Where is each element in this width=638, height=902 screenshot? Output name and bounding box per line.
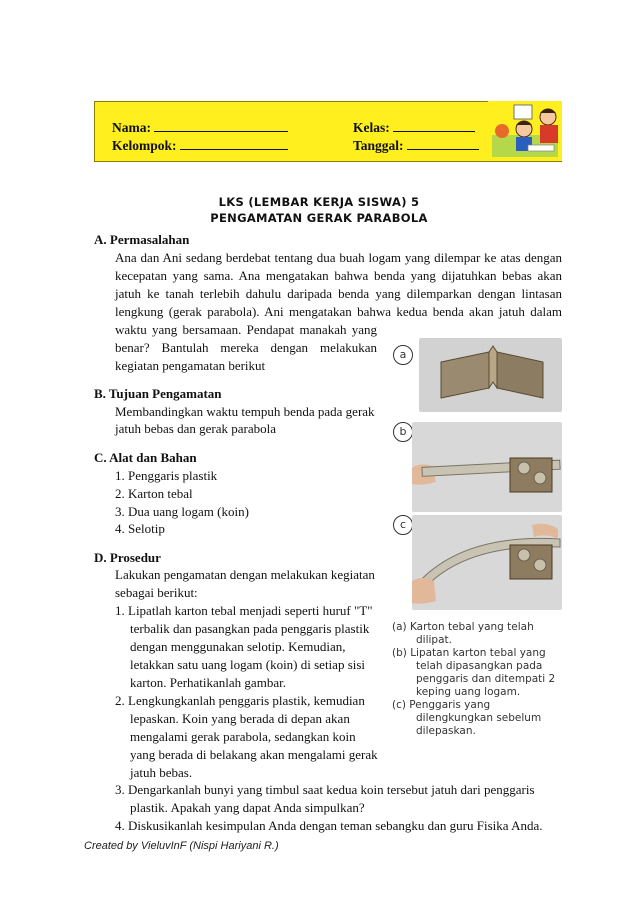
procedure-step-1: terbalik dan pasangkan pada penggaris plastik	[130, 621, 370, 636]
materials-item: 2. Karton tebal	[115, 486, 193, 501]
section-a-line: kegiatan pengamatan berikut	[115, 358, 266, 373]
section-d-heading: D. Prosedur	[94, 550, 161, 565]
kelompok-field	[112, 138, 288, 154]
tanggal-label: Tanggal:	[353, 138, 404, 153]
figure-caption: dilengkungkan sebelum	[416, 712, 542, 724]
kelas-field	[353, 120, 475, 136]
procedure-step-3: plastik. Apakah yang dapat Anda simpulkan?	[130, 800, 365, 815]
figure-caption: (a) Karton tebal yang telah	[392, 621, 534, 633]
figure-label-c: c	[393, 515, 413, 535]
materials-item: 1. Penggaris plastik	[115, 468, 218, 483]
worksheet-title: LKS (LEMBAR KERJA SISWA) 5	[218, 195, 420, 209]
procedure-step-2: yang berada di belakang akan mengalami gerak	[130, 747, 378, 762]
section-a-line: kecepatan yang sama. Ana mengatakan bahwa benda yang dijatuhkan bebas akan	[115, 268, 562, 283]
procedure-step-1: 1. Lipatlah karton tebal menjadi seperti huruf "T"	[115, 603, 373, 618]
kelompok-label: Kelompok:	[112, 138, 177, 153]
procedure-step-1: letakkan satu uang logam (koin) di setiap sisi	[130, 657, 366, 672]
procedure-step-2: mengalami gerak parabola, sedangkan koin	[130, 729, 356, 744]
section-a-line: benar? Bantulah mereka dengan melakukan	[115, 340, 377, 355]
section-a-line: waktu yang bersamaan. Pendapat manakah yang	[115, 322, 377, 337]
figure-ruler-with-coins	[412, 422, 562, 512]
section-b-line: jatuh bebas dan gerak parabola	[115, 421, 276, 436]
figure-bent-ruler	[412, 515, 562, 610]
materials-item: 4. Selotip	[115, 521, 165, 536]
procedure-step-4: 4. Diskusikanlah kesimpulan Anda dengan teman sebangku dan guru Fisika Anda.	[115, 818, 543, 833]
procedure-step-1: dengan menggunakan selotip. Kemudian,	[130, 639, 346, 654]
figure-caption: dilepaskan.	[416, 725, 476, 737]
figure-label-a: a	[393, 345, 413, 365]
section-b-heading: B. Tujuan Pengamatan	[94, 386, 222, 401]
figure-folded-cardboard	[419, 338, 562, 412]
section-c-heading: C. Alat dan Bahan	[94, 450, 197, 465]
kelas-label: Kelas:	[353, 120, 390, 135]
footer-credit: Created by VieluvInF (Nispi Hariyani R.)	[84, 840, 279, 852]
figure-caption: dilipat.	[416, 634, 452, 646]
nama-field	[112, 120, 288, 136]
section-a-line: Ana dan Ani sedang berdebat tentang dua buah logam yang dilempar ke atas dengan	[115, 250, 562, 265]
nama-label: Nama:	[112, 120, 151, 135]
nama-line[interactable]	[154, 120, 288, 132]
figure-caption: telah dipasangkan pada	[416, 660, 543, 672]
figure-label-b: b	[393, 422, 413, 442]
section-a-line: jatuh ke tanah terlebih dahulu daripada benda yang dilemparkan dengan lintasan	[115, 286, 562, 301]
materials-item: 3. Dua uang logam (koin)	[115, 504, 249, 519]
procedure-step-2: lepaskan. Koin yang berada di depan akan	[130, 711, 350, 726]
procedure-intro: sebagai berikut:	[115, 585, 198, 600]
section-b-line: Membandingkan waktu tempuh benda pada gerak	[115, 404, 375, 419]
kelas-line[interactable]	[393, 120, 475, 132]
figure-caption: keping uang logam.	[416, 686, 521, 698]
worksheet-subtitle: PENGAMATAN GERAK PARABOLA	[210, 211, 428, 225]
procedure-intro: Lakukan pengamatan dengan melakukan kegiatan	[115, 567, 375, 582]
students-illustration	[488, 95, 562, 161]
procedure-step-3: 3. Dengarkanlah bunyi yang timbul saat kedua koin tersebut jatuh dari penggaris	[115, 782, 535, 797]
section-a-heading: A. Permasalahan	[94, 232, 190, 247]
tanggal-field	[353, 138, 479, 154]
figure-caption: (c) Penggaris yang	[392, 699, 491, 711]
procedure-step-2: 2. Lengkungkanlah penggaris plastik, kemudian	[115, 693, 365, 708]
tanggal-line[interactable]	[407, 138, 479, 150]
figure-caption: penggaris dan ditempati 2	[416, 673, 556, 685]
kelompok-line[interactable]	[180, 138, 288, 150]
figure-caption: (b) Lipatan karton tebal yang	[392, 647, 546, 659]
procedure-step-1: karton. Perhatikanlah gambar.	[130, 675, 286, 690]
section-a-line: lengkung (gerak parabola). Ani mengatakan bahwa kedua benda akan jatuh dalam	[115, 304, 562, 319]
procedure-step-2: jatuh bebas.	[130, 765, 193, 780]
